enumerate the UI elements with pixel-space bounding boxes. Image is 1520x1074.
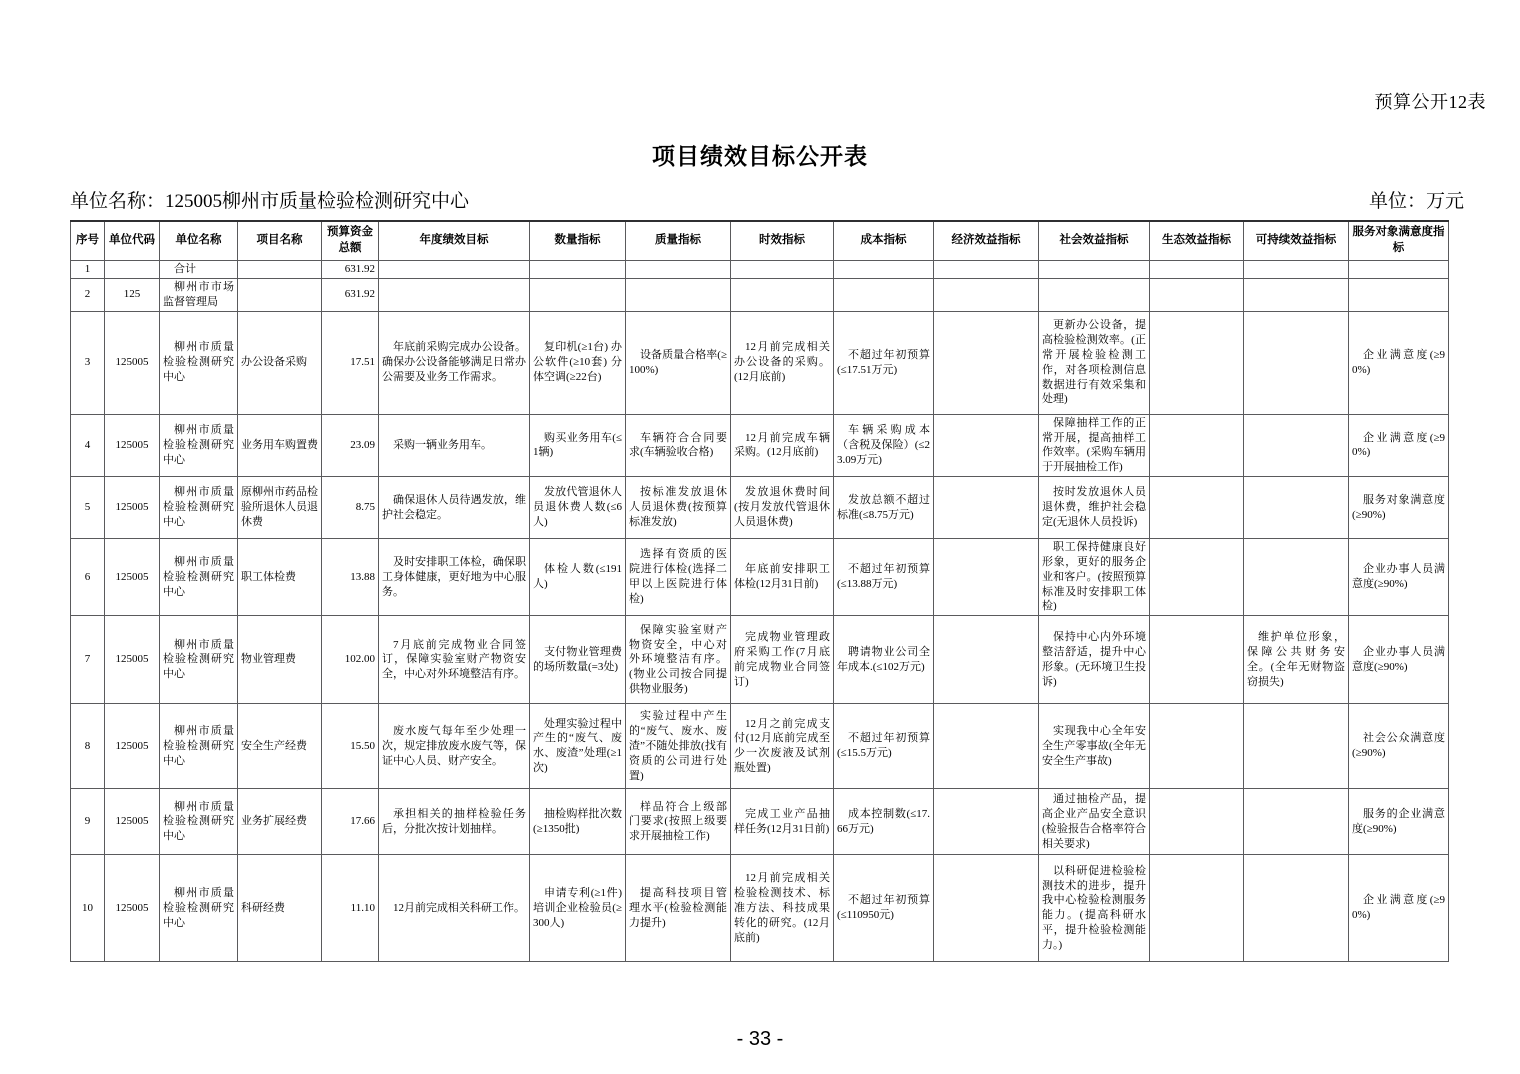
table-cell: 125005 <box>105 311 160 414</box>
header-cell: 可持续效益指标 <box>1244 221 1349 261</box>
table-cell <box>1244 855 1349 962</box>
table-cell <box>1244 261 1349 279</box>
table-cell: 职工保持健康良好形象，更好的服务企业和客户。(按照预算标准及时安排职工体检) <box>1039 539 1150 616</box>
table-cell <box>105 261 160 279</box>
table-cell: 5 <box>71 477 105 539</box>
table-cell <box>934 414 1039 476</box>
table-cell <box>731 261 834 279</box>
table-cell: 631.92 <box>322 261 379 279</box>
table-cell: 12月前完成相关办公设备的采购。(12月底前) <box>731 311 834 414</box>
table-row <box>71 704 1449 789</box>
page-number: - 33 - <box>736 1028 784 1050</box>
table-cell: 服务对象满意度(≥90%) <box>1349 477 1449 539</box>
table-cell: 企业办事人员满意度(≥90%) <box>1349 539 1449 616</box>
table-cell: 设备质量合格率(≥100%) <box>626 311 731 414</box>
table-row <box>71 477 1449 539</box>
table-cell: 125005 <box>105 704 160 789</box>
table-cell: 体检人数(≤191人) <box>530 539 626 616</box>
table-cell: 17.66 <box>322 789 379 855</box>
table-cell: 处理实验过程中产生的“废气、废水、废渣”处理(≥1次) <box>530 704 626 789</box>
table-cell: 车辆符合合同要求(车辆验收合格) <box>626 414 731 476</box>
table-cell: 125005 <box>105 789 160 855</box>
table-cell: 及时安排职工体检，确保职工身体健康，更好地为中心服务。 <box>379 539 530 616</box>
header-cell: 单位代码 <box>105 221 160 261</box>
table-cell: 不超过年初预算(≤110950元) <box>834 855 934 962</box>
table-cell: 柳州市质量检验检测研究中心 <box>160 414 238 476</box>
table-cell: 柳州市质量检验检测研究中心 <box>160 789 238 855</box>
table-cell: 成本控制数(≤17.66万元) <box>834 789 934 855</box>
table-cell: 125005 <box>105 616 160 704</box>
table-cell: 科研经费 <box>238 855 322 962</box>
table-cell: 2 <box>71 279 105 312</box>
table-cell: 车辆采购成本（含税及保险）(≤23.09万元) <box>834 414 934 476</box>
table-row <box>71 855 1449 962</box>
table-cell <box>834 279 934 312</box>
table-cell: 发放总额不超过标准(≤8.75万元) <box>834 477 934 539</box>
table-cell: 实验过程中产生的“废气、废水、废渣”不随处排放(找有资质的公司进行处置) <box>626 704 731 789</box>
header-cell: 项目名称 <box>238 221 322 261</box>
table-cell <box>934 311 1039 414</box>
header-cell: 数量指标 <box>530 221 626 261</box>
table-cell <box>934 477 1039 539</box>
table-cell: 申请专利(≥1件) 培训企业检验员(≥300人) <box>530 855 626 962</box>
table-cell <box>934 261 1039 279</box>
table-row <box>71 279 1449 312</box>
table-cell: 物业管理费 <box>238 616 322 704</box>
table-cell: 柳州市质量检验检测研究中心 <box>160 704 238 789</box>
table-cell: 废水废气每年至少处理一次，规定排放废水废气等，保证中心人员、财产安全。 <box>379 704 530 789</box>
table-cell <box>1039 279 1150 312</box>
table-cell <box>1150 261 1244 279</box>
table-cell: 柳州市质量检验检测研究中心 <box>160 855 238 962</box>
table-cell <box>834 261 934 279</box>
table-cell: 不超过年初预算(≤15.5万元) <box>834 704 934 789</box>
table-cell: 合计 <box>160 261 238 279</box>
table-row <box>71 539 1449 616</box>
table-cell: 17.51 <box>322 311 379 414</box>
table-cell: 服务的企业满意度(≥90%) <box>1349 789 1449 855</box>
table-cell: 实现我中心全年安全生产零事故(全年无安全生产事故) <box>1039 704 1150 789</box>
table-cell: 购买业务用车(≤1辆) <box>530 414 626 476</box>
meta-row <box>70 186 1464 213</box>
table-cell: 8 <box>71 704 105 789</box>
table-cell: 不超过年初预算(≤17.51万元) <box>834 311 934 414</box>
table-cell: 年底前安排职工体检(12月31日前) <box>731 539 834 616</box>
table-cell <box>530 261 626 279</box>
table-cell: 完成工业产品抽样任务(12月31日前) <box>731 789 834 855</box>
table-cell: 样品符合上级部门要求(按照上级要求开展抽检工作) <box>626 789 731 855</box>
table-row <box>71 789 1449 855</box>
unit-name-label: 单位名称：125005柳州市质量检验检测研究中心 <box>70 191 470 212</box>
table-cell: 维护单位形象，保障公共财务安全。(全年无财物盗窃损失) <box>1244 616 1349 704</box>
table-cell <box>1150 539 1244 616</box>
header-cell: 时效指标 <box>731 221 834 261</box>
table-cell: 柳州市市场监督管理局 <box>160 279 238 312</box>
table-cell <box>1244 477 1349 539</box>
table-cell: 确保退休人员待遇发放，维护社会稳定。 <box>379 477 530 539</box>
table-header-row <box>71 221 1449 261</box>
table-cell: 13.88 <box>322 539 379 616</box>
doc-label: 预算公开12表 <box>1374 92 1486 112</box>
table-cell <box>626 261 731 279</box>
table-cell: 6 <box>71 539 105 616</box>
table-cell: 10 <box>71 855 105 962</box>
table-cell <box>934 704 1039 789</box>
table-cell: 柳州市质量检验检测研究中心 <box>160 477 238 539</box>
table-cell <box>1150 279 1244 312</box>
table-cell: 12月前完成车辆采购。(12月底前) <box>731 414 834 476</box>
table-cell <box>379 279 530 312</box>
header-cell: 序号 <box>71 221 105 261</box>
table-cell: 企业办事人员满意度(≥90%) <box>1349 616 1449 704</box>
table-cell <box>1150 477 1244 539</box>
table-cell: 4 <box>71 414 105 476</box>
table-cell: 完成物业管理政府采购工作(7月底前完成物业合同签订) <box>731 616 834 704</box>
table-row <box>71 414 1449 476</box>
table-cell: 通过抽检产品，提高企业产品安全意识(检验报告合格率符合相关要求) <box>1039 789 1150 855</box>
table-cell: 12月前完成相关科研工作。 <box>379 855 530 962</box>
performance-target-table <box>70 220 1449 962</box>
page-title: 项目绩效目标公开表 <box>652 144 868 169</box>
table-cell <box>530 279 626 312</box>
table-cell: 以科研促进检验检测技术的进步，提升我中心检验检测服务能力。(提高科研水平，提升检验检测能力。) <box>1039 855 1150 962</box>
header-cell: 生态效益指标 <box>1150 221 1244 261</box>
table-cell: 发放代管退休人员退休费人数(≤6人) <box>530 477 626 539</box>
table-cell: 企业满意度(≥90%) <box>1349 855 1449 962</box>
table-cell: 保持中心内外环境整洁舒适，提升中心形象。(无环境卫生投诉) <box>1039 616 1150 704</box>
table-cell: 更新办公设备，提高检验检测效率。(正常开展检验检测工作，对各项检测信息数据进行有效采集和处理) <box>1039 311 1150 414</box>
table-cell: 保障实验室财产物资安全，中心对外环境整洁有序。(物业公司按合同提供物业服务) <box>626 616 731 704</box>
table-cell <box>1244 539 1349 616</box>
table-cell <box>934 855 1039 962</box>
table-cell: 12月前完成相关检验检测技术、标准方法、科技成果转化的研究。(12月底前) <box>731 855 834 962</box>
unit-currency-label: 单位：万元 <box>1368 191 1464 212</box>
table-cell: 11.10 <box>322 855 379 962</box>
header-cell: 年度绩效目标 <box>379 221 530 261</box>
table-cell <box>1150 704 1244 789</box>
table-cell: 23.09 <box>322 414 379 476</box>
table-cell <box>1244 311 1349 414</box>
table-cell: 柳州市质量检验检测研究中心 <box>160 311 238 414</box>
table-cell: 3 <box>71 311 105 414</box>
table-cell <box>1150 616 1244 704</box>
table-cell: 保障抽样工作的正常开展，提高抽样工作效率。(采购车辆用于开展抽检工作) <box>1039 414 1150 476</box>
table-cell: 发放退休费时间(按月发放代管退休人员退休费) <box>731 477 834 539</box>
table-cell: 职工体检费 <box>238 539 322 616</box>
table-cell: 承担相关的抽样检验任务后，分批次按计划抽样。 <box>379 789 530 855</box>
table-cell: 业务扩展经费 <box>238 789 322 855</box>
table-cell <box>1150 855 1244 962</box>
table-cell <box>934 789 1039 855</box>
header-cell: 服务对象满意度指标 <box>1349 221 1449 261</box>
table-cell <box>1150 311 1244 414</box>
table-row <box>71 311 1449 414</box>
table-cell: 102.00 <box>322 616 379 704</box>
table-cell: 选择有资质的医院进行体检(选择二甲以上医院进行体检) <box>626 539 731 616</box>
table-cell <box>1244 789 1349 855</box>
table-cell: 按标准发放退休人员退休费(按预算标准发放) <box>626 477 731 539</box>
table-cell <box>1039 261 1150 279</box>
table-cell <box>1349 261 1449 279</box>
table-cell <box>1244 279 1349 312</box>
table-cell <box>1244 704 1349 789</box>
table-cell <box>379 261 530 279</box>
table-cell <box>238 279 322 312</box>
table-body <box>71 261 1449 962</box>
table-cell: 1 <box>71 261 105 279</box>
table-cell: 柳州市质量检验检测研究中心 <box>160 539 238 616</box>
table-cell: 提高科技项目管理水平(检验检测能力提升) <box>626 855 731 962</box>
table-cell <box>238 261 322 279</box>
table-cell: 15.50 <box>322 704 379 789</box>
table-cell: 企业满意度(≥90%) <box>1349 311 1449 414</box>
table-cell: 聘请物业公司全年成本.(≤102万元) <box>834 616 934 704</box>
table-cell <box>731 279 834 312</box>
table-cell: 柳州市质量检验检测研究中心 <box>160 616 238 704</box>
header-cell: 质量指标 <box>626 221 731 261</box>
table-cell: 复印机(≥1台) 办公软件(≥10套) 分体空调(≥22台) <box>530 311 626 414</box>
table-cell <box>1150 789 1244 855</box>
table-cell <box>1349 279 1449 312</box>
table-cell: 9 <box>71 789 105 855</box>
table-cell: 年底前采购完成办公设备。确保办公设备能够满足日常办公需要及业务工作需求。 <box>379 311 530 414</box>
table-cell: 7 <box>71 616 105 704</box>
table-cell: 125005 <box>105 414 160 476</box>
table-cell: 125 <box>105 279 160 312</box>
table-cell: 办公设备采购 <box>238 311 322 414</box>
header-cell: 预算资金总额 <box>322 221 379 261</box>
table-cell: 12月之前完成支付(12月底前完成至少一次废液及试剂瓶处置) <box>731 704 834 789</box>
header-cell: 单位名称 <box>160 221 238 261</box>
table-cell <box>934 279 1039 312</box>
table-cell: 原柳州市药品检验所退休人员退休费 <box>238 477 322 539</box>
table-cell <box>626 279 731 312</box>
table-cell: 不超过年初预算(≤13.88万元) <box>834 539 934 616</box>
table-cell: 安全生产经费 <box>238 704 322 789</box>
table-cell: 7月底前完成物业合同签订，保障实验室财产物资安全，中心对外环境整洁有序。 <box>379 616 530 704</box>
table-cell: 631.92 <box>322 279 379 312</box>
table-cell <box>1150 414 1244 476</box>
table-row <box>71 616 1449 704</box>
table-cell: 125005 <box>105 477 160 539</box>
table-cell: 社会公众满意度(≥90%) <box>1349 704 1449 789</box>
table-cell: 支付物业管理费的场所数量(=3处) <box>530 616 626 704</box>
table-cell: 8.75 <box>322 477 379 539</box>
header-cell: 成本指标 <box>834 221 934 261</box>
table-cell: 125005 <box>105 855 160 962</box>
table-cell: 按时发放退休人员退休费，维护社会稳定(无退休人员投诉) <box>1039 477 1150 539</box>
table-cell: 抽检购样批次数(≥1350批) <box>530 789 626 855</box>
table-cell <box>1244 414 1349 476</box>
table-cell <box>934 539 1039 616</box>
table-cell: 采购一辆业务用车。 <box>379 414 530 476</box>
table-cell: 企业满意度(≥90%) <box>1349 414 1449 476</box>
header-cell: 社会效益指标 <box>1039 221 1150 261</box>
table-cell <box>934 616 1039 704</box>
table-cell: 业务用车购置费 <box>238 414 322 476</box>
header-cell: 经济效益指标 <box>934 221 1039 261</box>
table-cell: 125005 <box>105 539 160 616</box>
table-row <box>71 261 1449 279</box>
